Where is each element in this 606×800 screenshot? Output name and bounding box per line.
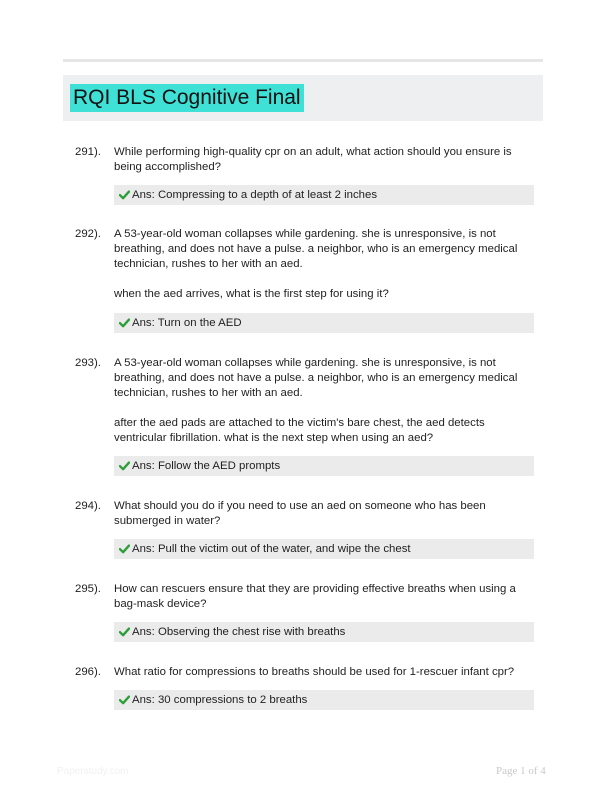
checkmark-icon: [119, 627, 130, 637]
question-text: [114, 356, 534, 446]
checkmark-icon: [119, 695, 130, 705]
question-paragraph: What should you do if you need to use an aed on someone who has been submerged in water?: [114, 500, 486, 527]
page-title: RQI BLS Cognitive Final: [70, 84, 304, 112]
question-number: 292).: [75, 228, 101, 240]
question-paragraph: While performing high-quality cpr on an adult, what action should you ensure is being accomplished?: [114, 146, 512, 173]
checkmark-icon: [119, 190, 130, 200]
question-paragraph: A 53-year-old woman collapses while gardening. she is unresponsive, is not breathing, and does not have a pulse. a neighbor, who is an emergency medical technician, rushes to her with an aed.: [114, 357, 518, 399]
answer-text: Ans: Compressing to a depth of at least 2 inches: [132, 189, 378, 201]
question-text: [114, 499, 534, 529]
question-number: 291).: [75, 146, 101, 158]
footer-watermark: Paperstudy.com: [57, 766, 129, 777]
question-paragraph: What ratio for compressions to breaths should be used for 1-rescuer infant cpr?: [114, 666, 515, 678]
answer-text: Ans: 30 compressions to 2 breaths: [132, 694, 308, 706]
top-divider: [63, 59, 543, 62]
question-number: 293).: [75, 357, 101, 369]
checkmark-icon: [119, 544, 130, 554]
question-number: 295).: [75, 583, 101, 595]
answer-box: [114, 622, 534, 642]
question-number: 294).: [75, 500, 101, 512]
answer-text: Ans: Pull the victim out of the water, and wipe the chest: [132, 543, 411, 555]
question-text: [114, 145, 534, 175]
question-paragraph: A 53-year-old woman collapses while gardening. she is unresponsive, is not breathing, and does not have a pulse. a neighbor, who is an emergency medical technician, rushes to her with an aed.: [114, 228, 518, 270]
question-text: [114, 227, 534, 302]
answer-box: [114, 539, 534, 559]
page-number: Page 1 of 4: [496, 765, 546, 777]
answer-text: Ans: Follow the AED prompts: [132, 460, 281, 472]
checkmark-icon: [119, 461, 130, 471]
question-text: [114, 665, 534, 680]
question-text: [114, 582, 534, 612]
answer-box: [114, 456, 534, 476]
answer-box: [114, 690, 534, 710]
question-paragraph: How can rescuers ensure that they are providing effective breaths when using a bag-mask device?: [114, 583, 516, 610]
answer-text: Ans: Observing the chest rise with breaths: [132, 626, 346, 638]
question-paragraph: when the aed arrives, what is the first step for using it?: [114, 288, 389, 300]
answer-box: [114, 185, 534, 205]
question-paragraph: after the aed pads are attached to the victim's bare chest, the aed detects ventricular fibrillation. what is the next step when using an aed?: [114, 417, 485, 444]
question-number: 296).: [75, 666, 101, 678]
checkmark-icon: [119, 318, 130, 328]
answer-text: Ans: Turn on the AED: [132, 317, 242, 329]
answer-box: [114, 313, 534, 333]
